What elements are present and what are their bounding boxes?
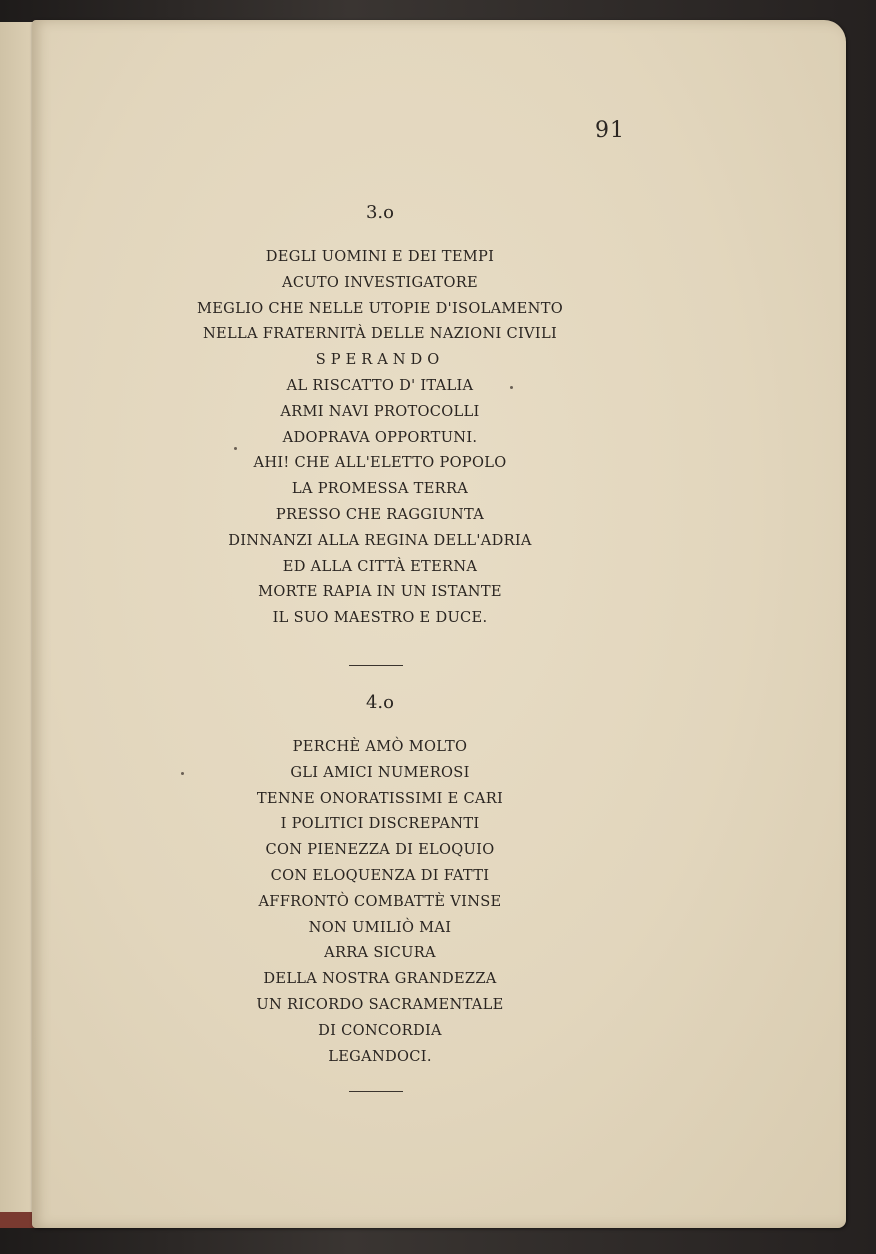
verse-line: LEGANDOCI.: [328, 1047, 432, 1065]
verse-line: SPERANDO: [315, 351, 445, 369]
verse-line: ARRA SICURA: [324, 944, 436, 962]
verse-line: DI CONCORDIA: [318, 1021, 442, 1039]
verse-line: TENNE ONORATISSIMI E CARI: [256, 789, 504, 807]
verse-line: CON ELOQUENZA DI FATTI: [270, 866, 490, 884]
verse-line: IL SUO MAESTRO E DUCE.: [272, 609, 488, 627]
verse-line: DEGLI UOMINI E DEI TEMPI: [265, 248, 495, 265]
verse-line: NELLA FRATERNITÀ DELLE NAZIONI CIVILI: [202, 325, 558, 343]
verse-line: DINNANZI ALLA REGINA DELL'ADRIA: [228, 531, 532, 549]
section-divider: [349, 1091, 403, 1092]
verse-line: UN RICORDO SACRAMENTALE: [256, 995, 504, 1013]
verse-line: GLI AMICI NUMEROSI: [290, 763, 470, 781]
verse-line: AFFRONTÒ COMBATTÈ VINSE: [258, 892, 502, 910]
section-number: 3.o: [365, 202, 394, 223]
verse-line: ARMI NAVI PROTOCOLLI: [280, 402, 480, 420]
verse-line: AL RISCATTO D' ITALIA: [286, 376, 474, 394]
verse-line: ACUTO INVESTIGATORE: [281, 273, 478, 291]
verse-line: I POLITICI DISCREPANTI: [280, 815, 480, 833]
inscription-section-4: [140, 688, 620, 1069]
verse-line: MEGLIO CHE NELLE UTOPIE D'ISOLAMENTO: [196, 299, 563, 317]
verse-line: PERCHÈ AMÒ MOLTO: [292, 738, 468, 755]
paper-speck: [181, 772, 184, 775]
verse-line: NON UMILIÒ MAI: [308, 918, 452, 936]
verse-line: AHI! CHE ALL'ELETTO POPOLO: [253, 454, 507, 472]
verse-line: PRESSO CHE RAGGIUNTA: [275, 505, 485, 523]
inscription-section-3: [140, 198, 620, 631]
verse-line: ED ALLA CITTÀ ETERNA: [282, 557, 478, 575]
verse-line: ADOPRAVA OPPORTUNI.: [282, 428, 478, 446]
verse-line: CON PIENEZZA DI ELOQUIO: [265, 841, 495, 859]
verse-line: MORTE RAPIA IN UN ISTANTE: [258, 583, 502, 601]
page-number: 91: [595, 118, 625, 143]
verse-line: LA PROMESSA TERRA: [291, 480, 469, 498]
section-divider: [349, 665, 403, 666]
paper-speck: [510, 386, 513, 389]
verse-line: DELLA NOSTRA GRANDEZZA: [263, 970, 497, 988]
paper-speck: [234, 447, 237, 450]
section-number: 4.o: [365, 692, 394, 713]
